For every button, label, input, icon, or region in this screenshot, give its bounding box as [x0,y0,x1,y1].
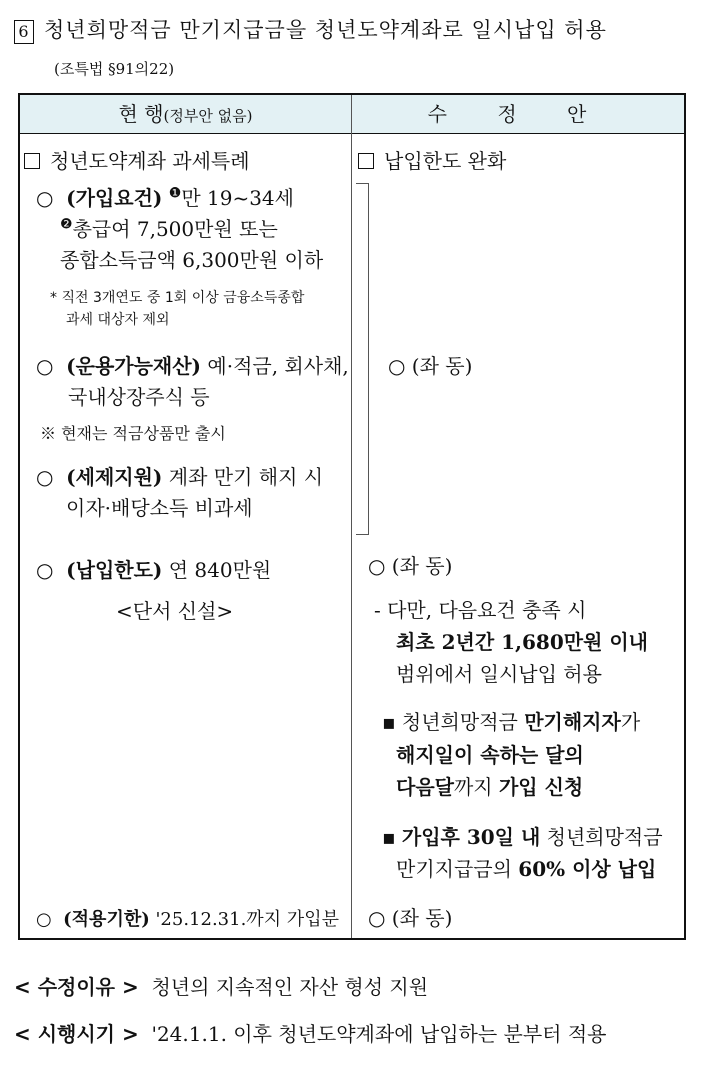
bullet1-a: 청년희망적금 [401,710,518,734]
revision-proviso-l3: 범위에서 일시납입 허용 [396,662,602,686]
revision-bullet-2-l2 [396,853,656,882]
checkbox-square-icon [24,153,40,169]
circled-one-icon: ❶ [168,185,182,202]
section-title: 청년희망적금 만기지급금을 청년도약계좌로 일시납입 허용 [44,18,607,42]
current-item-limit: ○ (납입한도) 연 840만원 [36,558,272,582]
revision-section-title [358,145,506,174]
effective-text: '24.1.1. 이후 청년도약계좌에 납입하는 분부터 적용 [151,1022,607,1046]
assets-text: 예·적금, 회사채, [207,354,349,378]
effective-label: < 시행시기 > [14,1022,139,1046]
revision-same-2: ○ (좌 동) [368,554,453,578]
column-divider [351,95,352,938]
current-section-title [24,145,250,174]
eligibility-label: (가입요건) [66,186,163,210]
current-item-assets-l2: 국내상장주식 등 [68,385,210,409]
current-item-eligibility-l3: 종합소득금액 6,300만원 이하 [60,248,324,272]
revision-reason [14,971,428,1000]
table-header-row [20,95,684,134]
reason-text: 청년의 지속적인 자산 형성 지원 [151,975,429,999]
revision-same-3: ○ (좌 동) [368,906,453,930]
revision-bullet-1 [382,706,640,735]
limit-label: (납입한도) [66,558,163,582]
section-heading [14,14,607,44]
revision-bullet-2 [382,821,663,850]
revision-bullet-1-l3 [396,771,583,800]
section-number: 6 [14,20,34,44]
current-item-period: ○ (적용기한) '25.12.31.까지 가입분 [36,909,339,930]
limit-text: 연 840만원 [168,558,272,582]
current-header-main: 현 행 [118,102,164,126]
current-item-tax-l2: 이자·배당소득 비과세 [66,496,253,520]
revision-proviso-l2: 최초 2년간 1,680만원 이내 [396,630,648,654]
effective-date [14,1018,606,1047]
bullet1-until: 까지 [453,775,493,799]
revision-bullet-1-l2: 해지일이 속하는 달의 [396,743,584,767]
period-label: (적용기한) [63,909,150,930]
eligibility-age: 만 19~34세 [181,186,294,210]
current-note-1: * 직전 3개연도 중 1회 이상 금융소득종합 [50,290,305,306]
current-section-label: 청년도약계좌 과세특례 [50,149,250,173]
current-item-tax: ○ (세제지원) 계좌 만기 해지 시 [36,465,324,489]
bullet2-c: 만기지급금의 [396,857,512,881]
period-text: '25.12.31.까지 가입분 [155,909,339,930]
tax-text: 계좌 만기 해지 시 [168,465,324,489]
bracket-line [356,183,369,535]
bullet2-d: 60% 이상 납입 [518,857,657,881]
assets-label: (운용가능재산) [66,354,202,378]
revision-header: 수 정 안 [427,102,609,126]
revision-section-label: 납입한도 완화 [384,149,507,173]
comparison-table [18,93,686,940]
current-item-eligibility: ○ (가입요건) $^❶$만 19~34세 [36,185,294,210]
current-note-2: ※ 현재는 적금상품만 출시 [40,424,226,443]
square-bullet-icon: ▪ [382,825,396,849]
current-item-eligibility-l2 [60,213,278,242]
current-header [20,95,351,133]
bullet2-a: 가입후 30일 내 [401,825,541,849]
current-header-sub: (정부안 없음) [163,107,253,125]
square-bullet-icon: ▪ [382,710,396,734]
revision-same-1: ○ (좌 동) [388,354,473,378]
revision-proviso-l1: - 다만, 다음요건 충족 시 [374,598,587,622]
bullet2-b: 청년희망적금 [546,825,663,849]
bullet1-next-month: 다음달 [396,775,454,799]
bullet1-apply: 가입 신청 [498,775,584,799]
circled-two-icon: ❷ [60,216,73,233]
tax-label: (세제지원) [66,465,163,489]
eligibility-income: 총급여 7,500만원 또는 [72,217,278,241]
law-reference: (조특법 §91의22) [54,60,175,78]
checkbox-square-icon [358,153,374,169]
new-proviso-label: <단서 신설> [116,599,234,623]
current-item-assets: ○ (운용가능재산) 예·적금, 회사채, [36,354,349,378]
bullet1-c: 가 [620,710,641,734]
bullet1-b: 만기해지자 [524,710,621,734]
current-note-1-l2: 과세 대상자 제외 [66,312,170,328]
reason-label: < 수정이유 > [14,975,139,999]
